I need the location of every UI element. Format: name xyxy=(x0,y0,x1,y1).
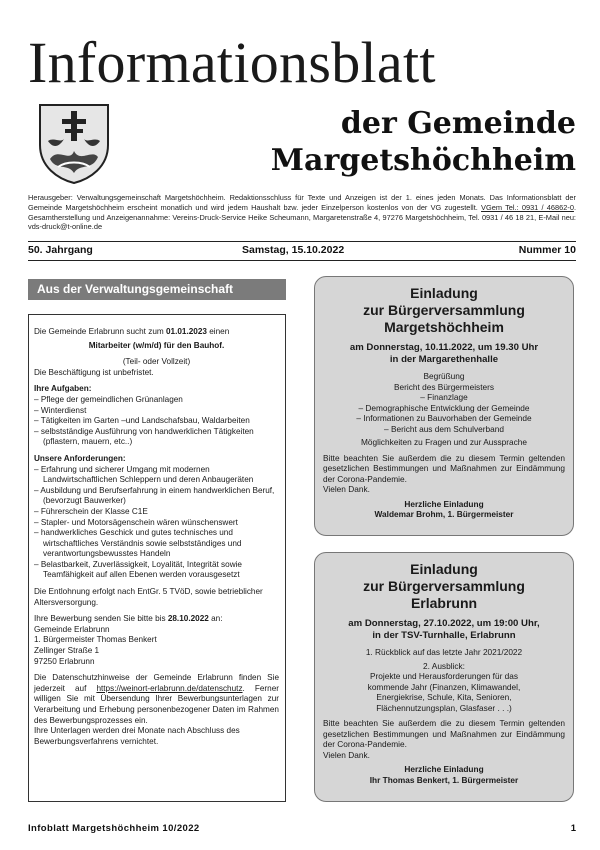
apply-info: Ihre Bewerbung senden Sie bitte bis 28.10.2022 an: xyxy=(34,614,223,624)
card-signature: Herzliche Einladung Waldemar Brohm, 1. Bürgermeister xyxy=(374,498,514,519)
divider-bottom xyxy=(28,260,576,261)
agenda-item: Energiekrise, Schule, Kita, Senioren, xyxy=(376,692,512,702)
privacy-info: Die Datenschutzhinweise der Gemeinde Erlabrunn finden Sie jederzeit auf https://weinort-erlabrunn.de/datenschutz. Ferner willigen Sie mit Übersendung Ihrer Bewerbungsunterlagen zur Verarbeitung und Erhebung personenbezogener Daten im Rahmen des Bewerbungsprozesses ein. xyxy=(34,673,279,725)
pay-info: Die Entlohnung erfolgt nach EntGr. 5 TVöD, sowie betrieblicher Altersversorgung. xyxy=(34,587,263,607)
masthead-title: Informationsblatt xyxy=(28,30,436,95)
agenda-item: – Finanzlage xyxy=(420,392,468,402)
list-item: – Stapler- und Motorsägenschein wären wünschenswert xyxy=(34,518,279,529)
address-line: 1. Bürgermeister Thomas Benkert xyxy=(34,635,157,645)
agenda-item: Bericht des Bürgermeisters xyxy=(393,381,495,392)
agenda-item: – Demographische Entwicklung der Gemeinde xyxy=(358,402,530,413)
list-item: – Führerschein der Klasse C1E xyxy=(34,507,279,518)
card-when: am Donnerstag, 27.10.2022, um 19:00 Uhr, in der TSV-Turnhalle, Erlabrunn xyxy=(348,618,540,641)
subtitle-line-1: der Gemeinde xyxy=(340,106,576,141)
divider-top xyxy=(28,241,576,242)
job-position: Mitarbeiter (w/m/d) für den Bauhof. xyxy=(88,340,225,350)
list-item: – handwerkliches Geschick und gutes technisches und wirtschaftliches Verständnis sowie selbstständiges und verantwortungsbewusstes Handeln xyxy=(34,528,279,560)
list-item: – Erfahrung und sicherer Umgang mit modernen Landwirtschaftlichen Schleppern und deren Anbaugeräten xyxy=(34,465,279,486)
list-item: – Winterdienst xyxy=(34,406,279,417)
requirements-list xyxy=(34,465,279,582)
card-signature: Herzliche Einladung Ihr Thomas Benkert, 1. Bürgermeister xyxy=(369,764,519,785)
card-when: am Donnerstag, 10.11.2022, um 19.30 Uhr in der Margarethenhalle xyxy=(349,342,539,365)
section-heading: Aus der Verwaltungsgemeinschaft xyxy=(28,279,286,300)
subtitle-line-2: Margetshöchheim xyxy=(270,143,576,178)
publisher-info: Herausgeber: Verwaltungsgemeinschaft Margetshöchheim. Redaktionsschluss für Texte und Anzeigen ist der 1. eines jeden Monats. Das Informationsblatt der Gemeinde Margetshöchheim erscheint monatlich und wird jedem Haushalt bzw. jeder Einzelperson kostenlos von der VG zugestellt. VGem Tel.: 0931 / 46862-0. Gesamtherstellung und Anzeigenannahme: Vereins-Druck-Service Heike Scheumann, Margaretenstraße 4, 97276 Margetshöchheim, Tel. 0931 / 46 18 21, E-Mail neu: vds-druck@t-online.de xyxy=(28,193,576,232)
address-line: Zellinger Straße 1 xyxy=(34,646,100,656)
address-line: 97250 Erlabrunn xyxy=(34,656,95,666)
list-item: – selbstständige Ausführung von handwerklichen Tätigkeiten (pflastern, mauern, etc..) xyxy=(34,427,279,448)
job-intro: Die Gemeinde Erlabrunn sucht zum 01.01.2023 einen xyxy=(34,327,230,336)
tasks-list xyxy=(34,395,279,448)
tasks-heading: Ihre Aufgaben: xyxy=(34,384,92,394)
requirements-heading: Unsere Anforderungen: xyxy=(34,453,126,463)
agenda-item: 2. Ausblick: xyxy=(423,660,465,671)
volume: 50. Jahrgang xyxy=(28,244,93,256)
card-note: Bitte beachten Sie außerdem die zu diesem Termin geltenden gesetzlichen Bestimmungen und Maßnahmen zur Eindämmung der Corona-Pandemie. xyxy=(323,452,565,484)
card-title: Einladung zur Bürgerversammlung Erlabrunn xyxy=(363,561,525,611)
agenda-item: Flächennutzungsplan, Glasfaser . . .) xyxy=(376,702,512,713)
job-type: (Teil- oder Vollzeit) xyxy=(122,357,191,367)
agenda-item: – Bericht aus dem Schulverband xyxy=(384,423,504,434)
privacy-link[interactable]: https://weinort-erlabrunn.de/datenschutz xyxy=(96,683,243,693)
card-thanks: Vielen Dank. xyxy=(323,749,370,760)
meeting-card-margetshoechheim xyxy=(314,276,574,536)
card-agenda xyxy=(323,371,565,448)
agenda-item: 1. Rückblick auf das letzte Jahr 2021/2022 xyxy=(365,647,523,657)
footer-label: Infoblatt Margetshöchheim 10/2022 xyxy=(28,823,200,834)
issue-number: Nummer 10 xyxy=(518,244,576,256)
list-item: – Ausbildung und Berufserfahrung in einem handwerklichen Beruf, (bevorzugt Bauwerker) xyxy=(34,486,279,507)
list-item: – Tätigkeiten im Garten –und Landschafsbau, Waldarbeiten xyxy=(34,416,279,427)
address-line: Gemeinde Erlabrunn xyxy=(34,624,110,634)
issue-date: Samstag, 15.10.2022 xyxy=(242,244,345,256)
job-limit: Die Beschäftigung ist unbefristet. xyxy=(34,367,154,377)
municipal-crest-icon xyxy=(36,101,112,185)
list-item: – Belastbarkeit, Zuverlässigkeit, Loyalität, Integrität sowie Teamfähigkeit auf allen Ebenen werden vorausgesetzt xyxy=(34,560,279,581)
agenda-item: Projekte und Herausforderungen für das xyxy=(369,671,519,681)
job-ad-box xyxy=(28,314,286,802)
card-title: Einladung zur Bürgerversammlung Margetshöchheim xyxy=(363,285,525,335)
vg-phone: VGem Tel.: 0931 / 46862-0 xyxy=(481,202,574,212)
issue-info-bar xyxy=(28,244,576,260)
agenda-item: Möglichkeiten zu Fragen und zur Aussprache xyxy=(360,437,528,447)
page-number: 1 xyxy=(570,823,576,834)
retention-info: Ihre Unterlagen werden drei Monate nach Abschluss des Bewerbungsverfahrens vernichtet. xyxy=(34,726,240,746)
card-note: Bitte beachten Sie außerdem die zu diesem Termin geltenden gesetzlichen Bestimmungen und Maßnahmen zur Eindämmung der Corona-Pandemie. xyxy=(323,718,565,749)
list-item: – Pflege der gemeindlichen Grünanlagen xyxy=(34,395,279,406)
agenda-item: Begrüßung xyxy=(423,371,465,381)
meeting-card-erlabrunn xyxy=(314,552,574,802)
card-thanks: Vielen Dank. xyxy=(323,484,370,494)
agenda-item: kommende Jahr (Finanzen, Klimawandel, xyxy=(367,681,521,692)
card-agenda xyxy=(323,647,565,713)
agenda-item: – Informationen zu Bauvorhaben der Gemeinde xyxy=(356,413,532,423)
